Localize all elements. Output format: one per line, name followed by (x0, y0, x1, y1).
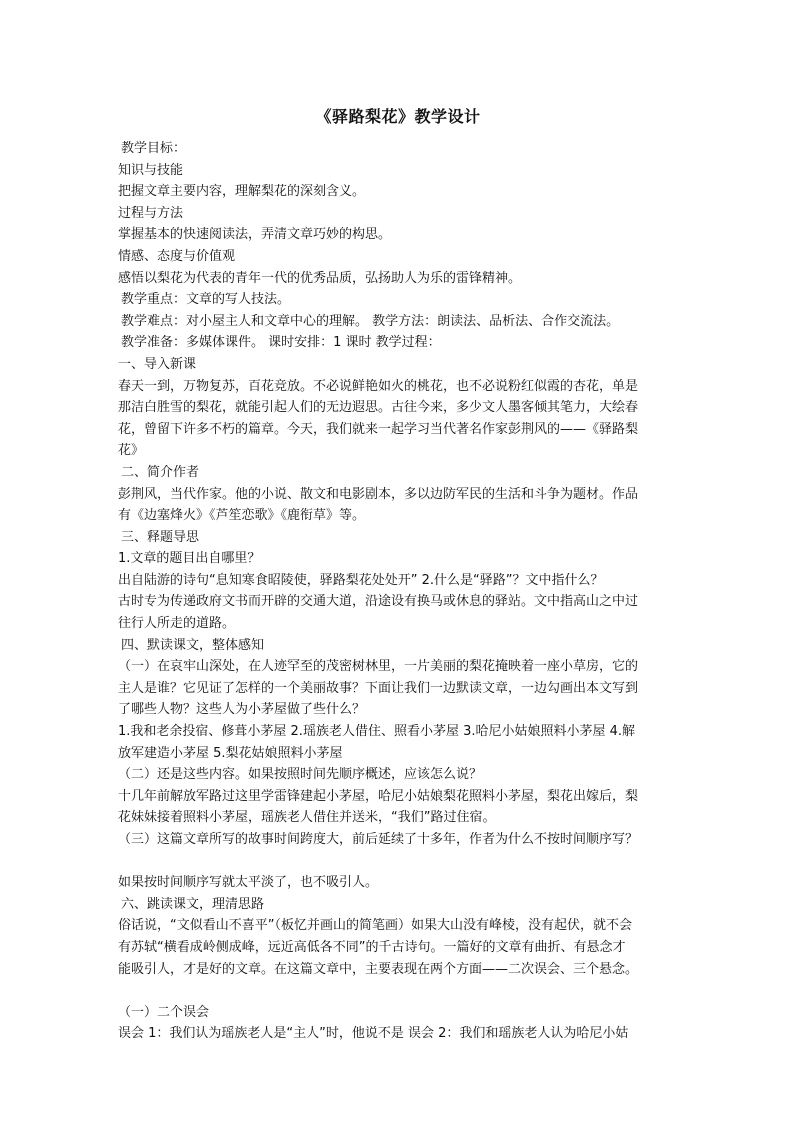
text-line: 六、跳读课文，理清思路 (121, 896, 265, 912)
text-line: 三、释题导思 (121, 529, 200, 545)
text-line: 花，曾留下许多不朽的篇章。今天，我们就来一起学习当代著名作家彭荆风的——《驿路梨 (118, 421, 639, 437)
text-line: 二、简介作者 (121, 464, 200, 480)
document-title: 《驿路梨花》教学设计 (315, 107, 481, 126)
text-line: 花》 (118, 443, 145, 459)
text-line: 教学准备：多媒体课件。 课时安排：1 课时 教学过程： (121, 335, 441, 351)
text-line: 花妹妹接着照料小茅屋，瑶族老人借住并送米，“我们”路过住宿。 (118, 810, 496, 826)
text-line: 主人是谁？它见证了怎样的一个美丽故事？下面让我们一边默读文章，一边勾画出本文写到 (118, 680, 639, 696)
text-line: 能吸引人，才是好的文章。在这篇文章中，主要表现在两个方面——二次误会、三个悬念。 (118, 961, 639, 977)
text-line: 掌握基本的快速阅读法，弄清文章巧妙的构思。 (118, 227, 392, 243)
text-line: 感悟以梨花为代表的青年一代的优秀品质，弘扬助人为乐的雷锋精神。 (118, 270, 522, 286)
text-line: 过程与方法 (118, 205, 184, 221)
text-line: 彭荆风，当代作家。他的小说、散文和电影剧本，多以边防军民的生活和斗争为题材。作品 (118, 486, 639, 502)
text-line: 一、导入新课 (118, 356, 197, 372)
text-line: 往行人所走的道路。 (118, 616, 236, 632)
text-line: 春天一到，万物复苏，百花竞放。不必说鲜艳如火的桃花，也不必说粉红似霞的杏花，单是 (118, 378, 639, 394)
text-line: 古时专为传递政府文书而开辟的交通大道，沿途设有换马或休息的驿站。文中指高山之中过 (118, 594, 639, 610)
text-line: 知识与技能 (118, 162, 184, 178)
blank-line (118, 851, 678, 873)
text-line: 教学目标： (121, 141, 187, 156)
document-page (118, 106, 678, 1045)
text-line: 教学难点：对小屋主人和文章中心的理解。 教学方法：朗读法、品析法、合作交流法。 (121, 313, 620, 329)
text-line: 1.我和老余投宿、修葺小茅屋 2.瑶族老人借住、照看小茅屋 3.哈尼小姑娘照料小茅屋 4.解 (118, 724, 636, 740)
document-body (118, 138, 678, 1045)
text-line: 有苏轼“横看成岭侧成峰，远近高低各不同”的千古诗句。一篇好的文章有曲折、有悬念才 (118, 939, 626, 955)
text-line: （一）二个误会 (118, 1004, 210, 1020)
text-line: 四、默读课文，整体感知 (121, 637, 265, 653)
text-line: 把握文章主要内容，理解梨花的深刻含义。 (118, 184, 366, 200)
text-line: 有《边塞烽火》《芦笙恋歌》《鹿衔草》等。 (118, 508, 366, 524)
text-line: （二）还是这些内容。如果按照时间先顺序概述，应该怎么说？ (118, 767, 483, 783)
text-line: 误会 1：我们认为瑶族老人是“主人”时，他说不是 误会 2：我们和瑶族老人认为哈尼小姑 (118, 1026, 629, 1042)
text-line: 俗话说，“文似看山不喜平”（板忆并画山的简笔画）如果大山没有峰棱，没有起伏，就不会 (118, 918, 632, 934)
blank-line (118, 980, 678, 1002)
text-line: 如果按时间顺序写就太平淡了，也不吸引人。 (118, 875, 379, 891)
text-line: 教学重点：文章的写人技法。 (121, 292, 291, 308)
text-line: 了哪些人物？这些人为小茅屋做了些什么？ (118, 702, 366, 718)
text-line: 出自陆游的诗句“息知寒食昭陵使，驿路梨花处处开” 2.什么是“驿路”？文中指什么？ (118, 572, 604, 588)
text-line: （一）在哀牢山深处，在人迹罕至的茂密树林里，一片美丽的梨花掩映着一座小草房，它的 (118, 659, 639, 675)
text-line: 放军建造小茅屋 5.梨花姑娘照料小茅屋 (118, 745, 343, 761)
text-line: （三）这篇文章所写的故事时间跨度大，前后延续了十多年，作者为什么不按时间顺序写？ (118, 832, 639, 847)
text-line: 情感、态度与价值观 (118, 248, 236, 264)
text-line: 那洁白胜雪的梨花，就能引起人们的无边遐思。古往今来，多少文人墨客倾其笔力，大绘春 (118, 400, 639, 416)
text-line: 十几年前解放军路过这里学雷锋建起小茅屋，哈尼小姑娘梨花照料小茅屋，梨花出嫁后，梨 (118, 788, 639, 804)
text-line: 1.文章的题目出自哪里？ (118, 551, 261, 567)
